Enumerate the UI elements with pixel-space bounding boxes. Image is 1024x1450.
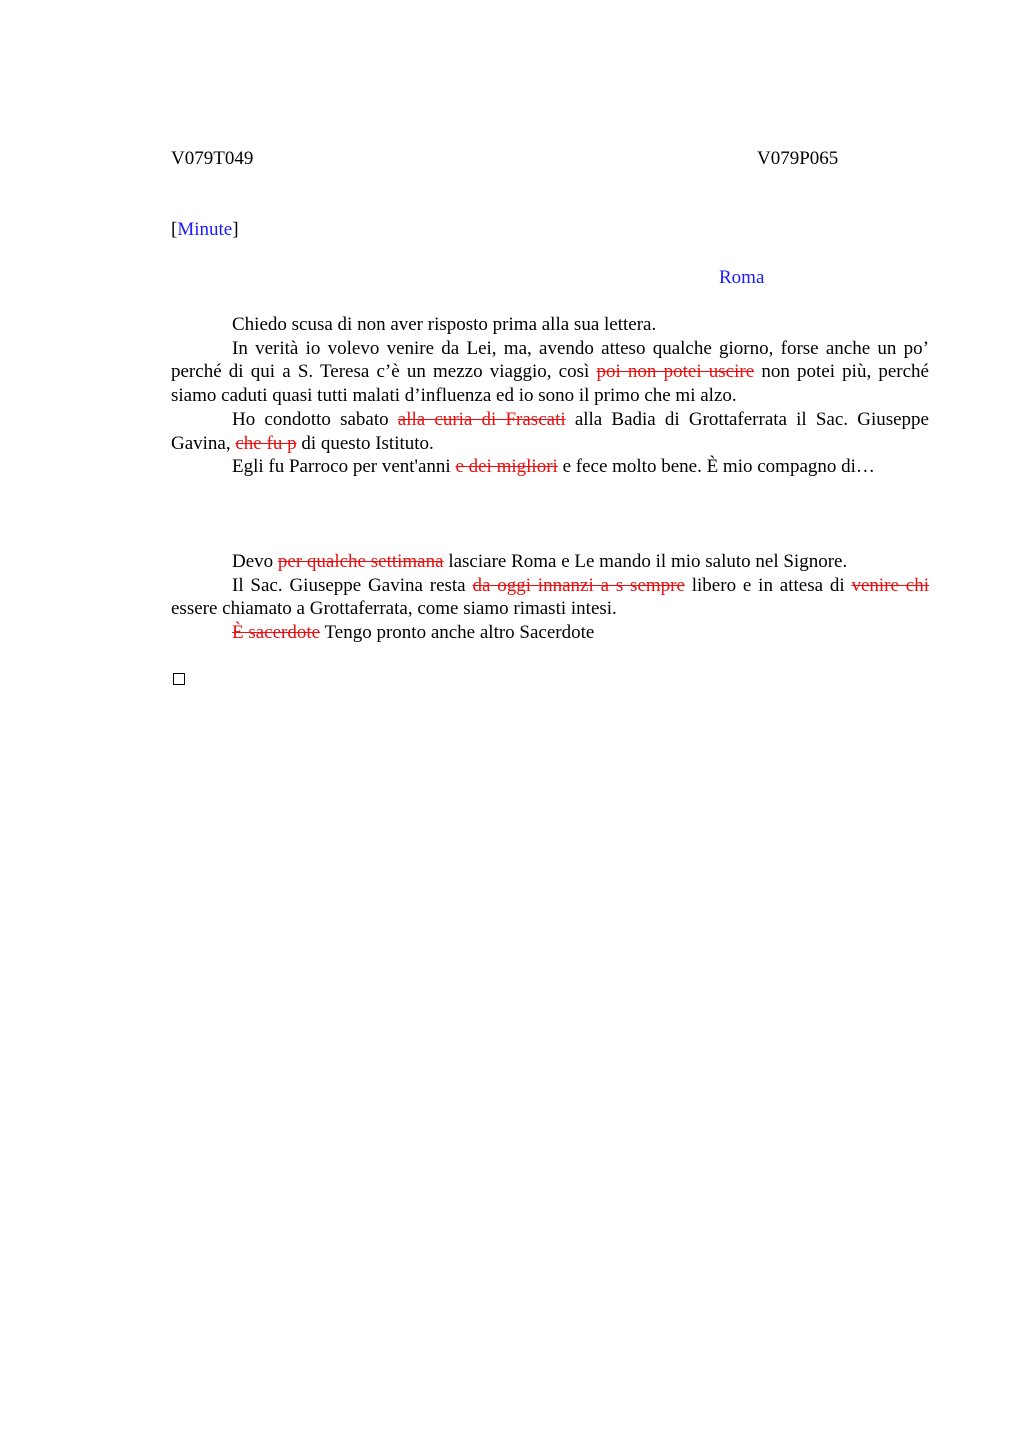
- paragraph-6-text-2: libero e in attesa di: [684, 574, 852, 596]
- paragraph-6-text-3: essere chiamato a Grottaferrata, come siamo rimasti intesi.: [171, 598, 617, 620]
- paragraph-3: [171, 408, 929, 455]
- paragraph-4: [171, 455, 929, 479]
- paragraph-6-deletion-1: da oggi innanzi a s sempre: [472, 574, 685, 596]
- paragraph-7-deletion-1: È sacerdote: [232, 622, 321, 644]
- minute-text: Minute: [177, 219, 233, 240]
- document-code-right: V079P065: [757, 148, 839, 169]
- paragraph-6-deletion-2: venire chi: [851, 574, 929, 596]
- paragraph-2-text-2: non potei più, perché siamo caduti quasi tutti malati d’influenza ed io sono il primo che mi alzo.: [171, 361, 929, 407]
- paragraph-3-deletion-1: alla curia di Frascati: [397, 408, 566, 430]
- paragraph-6-text-1: Il Sac. Giuseppe Gavina resta: [232, 574, 473, 596]
- paragraph-3-text-3: di questo Istituto.: [296, 432, 434, 454]
- place-line: Roma: [719, 267, 765, 288]
- paragraph-1: [171, 313, 929, 337]
- minute-open-bracket: [: [171, 219, 178, 240]
- square-outline-icon: [173, 673, 185, 685]
- paragraph-3-text-2: alla Badia di Grottaferrata il Sac. Giuseppe Gavina,: [171, 408, 929, 454]
- paragraph-7-text-1: Tengo pronto anche altro Sacerdote: [320, 622, 595, 644]
- minute-label: [171, 218, 239, 242]
- document-code-left: V079T049: [171, 148, 254, 169]
- paragraph-6: [171, 574, 929, 621]
- paragraph-3-text-1: Ho condotto sabato: [232, 408, 398, 430]
- paragraph-1-text: Chiedo scusa di non aver risposto prima alla sua lettera.: [232, 314, 657, 335]
- paragraph-5-text-1: Devo: [232, 551, 278, 572]
- paragraph-3-deletion-2: che fu p: [235, 432, 297, 454]
- letter-body-second-part: [171, 550, 929, 645]
- paragraph-2-text-1: In verità io volevo venire da Lei, ma, avendo atteso qualche giorno, forse anche un po’ perché di qui a S. Teresa c’è un mezzo viaggio, così: [171, 337, 929, 383]
- paragraph-4-text-2: e fece molto bene. È mio compagno di…: [557, 456, 875, 478]
- paragraph-5-text-2: lasciare Roma e Le mando il mio saluto nel Signore.: [443, 551, 848, 572]
- paragraph-5: [171, 550, 929, 574]
- paragraph-7: [171, 621, 929, 645]
- letter-body-first-part: [171, 313, 929, 479]
- paragraph-2-deletion-1: poi non potei uscire: [596, 361, 755, 383]
- paragraph-4-deletion-1: e dei migliori: [455, 456, 558, 478]
- minute-close-bracket: ]: [232, 219, 239, 240]
- paragraph-4-text-1: Egli fu Parroco per vent'anni: [232, 456, 456, 478]
- paragraph-2: [171, 337, 929, 408]
- paragraph-5-deletion-1: per qualche settimana: [277, 551, 444, 572]
